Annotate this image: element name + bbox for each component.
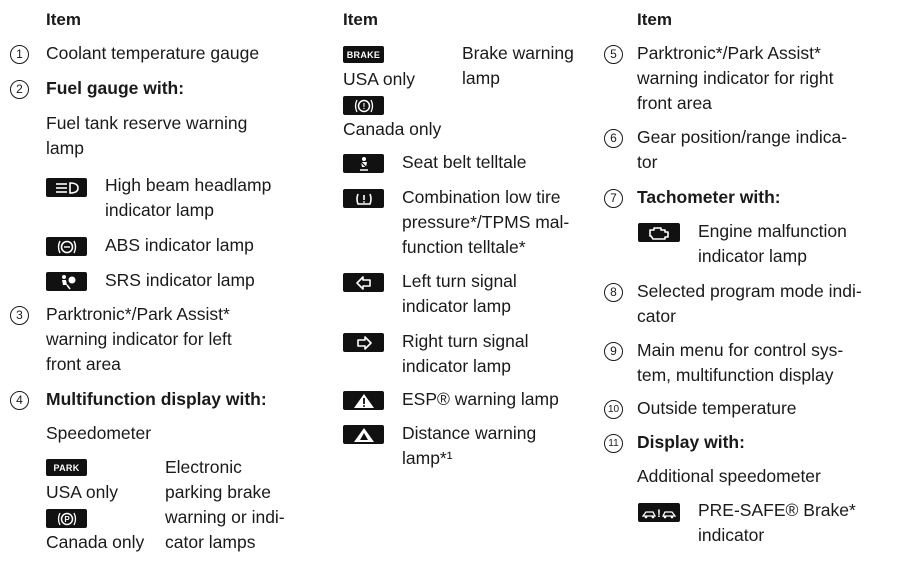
left-turn-line-1: Left turn signal [402,271,517,291]
item-number-1: 1 [10,45,29,64]
srs-airbag-icon [46,272,87,291]
item-9-line-2: tem, multifunction display [637,365,834,385]
left-turn-line-2: indicator lamp [402,296,511,316]
epb-line-4: cator lamps [165,532,256,552]
brake-canada-only-label: Canada only [343,119,442,139]
item-number-9: 9 [604,342,623,361]
high-beam-icon [46,178,87,197]
item-5-line-2: warning indicator for right [637,68,834,88]
high-beam-line-1: High beam headlamp [105,175,272,195]
item-11-text: Display with: [637,432,745,452]
esp-warning-icon [343,391,384,410]
presafe-line-1: PRE-SAFE® Brake* [698,500,856,520]
item-number-6: 6 [604,129,623,148]
item-4-text: Multifunction display with: [46,389,267,409]
item-10-text: Outside temperature [637,398,797,418]
column-2-header: Item [343,10,378,29]
brake-usa-only-label: USA only [343,69,415,89]
tire-pressure-icon [343,189,384,208]
seat-belt-icon [343,154,384,173]
abs-text: ABS indicator lamp [105,235,254,255]
right-turn-line-2: indicator lamp [402,356,511,376]
item-3-line-2: warning indicator for left [46,329,232,349]
item-9-line-1: Main menu for control sys- [637,340,844,360]
right-turn-signal-icon [343,333,384,352]
presafe-line-2: indicator [698,525,765,545]
distance-line-2: lamp*¹ [402,448,453,468]
column-3-header: Item [637,10,672,29]
item-number-5: 5 [604,45,623,64]
engine-malfunction-icon [638,223,680,242]
item-number-3: 3 [10,306,29,325]
svg-text:!: ! [657,507,661,520]
item-number-10: 10 [604,400,623,419]
distance-line-1: Distance warning [402,423,537,443]
pre-safe-brake-icon [638,503,680,522]
item-6-line-2: tor [637,152,658,172]
svg-text:P: P [63,514,70,524]
item-5-line-1: Parktronic*/Park Assist* [637,43,821,63]
engine-line-2: indicator lamp [698,246,807,266]
epb-line-3: warning or indi- [165,507,285,527]
item-1-text: Coolant temperature gauge [46,43,260,63]
brake-canada-icon [343,96,384,115]
seat-belt-text: Seat belt telltale [402,152,527,172]
speedometer-text: Speedometer [46,423,152,443]
left-turn-signal-icon [343,273,384,292]
item-3-line-3: front area [46,354,121,374]
item-7-text: Tachometer with: [637,187,781,207]
high-beam-line-2: indicator lamp [105,200,214,220]
tpms-line-1: Combination low tire [402,187,561,207]
item-2-text: Fuel gauge with: [46,78,185,98]
fuel-reserve-line-1: Fuel tank reserve warning [46,113,248,133]
epb-line-1: Electronic [165,457,242,477]
distance-warning-icon [343,425,384,444]
engine-line-1: Engine malfunction [698,221,847,241]
item-3-line-1: Parktronic*/Park Assist* [46,304,230,324]
item-6-line-1: Gear position/range indica- [637,127,848,147]
brake-badge-icon: BRAKE [343,46,384,63]
item-8-line-2: cator [637,306,676,326]
item-number-2: 2 [10,80,29,99]
esp-text: ESP® warning lamp [402,389,559,409]
item-number-8: 8 [604,283,623,302]
usa-only-label: USA only [46,482,118,502]
brake-lamp-line-2: lamp [462,68,500,88]
item-number-4: 4 [10,391,29,410]
abs-icon [46,237,87,256]
canada-only-label: Canada only [46,532,145,552]
column-1-header: Item [46,10,81,29]
brake-lamp-line-1: Brake warning [462,43,574,63]
item-5-line-3: front area [637,93,712,113]
tpms-line-2: pressure*/TPMS mal- [402,212,570,232]
right-turn-line-1: Right turn signal [402,331,529,351]
parking-brake-canada-icon [46,509,87,528]
item-number-7: 7 [604,189,623,208]
item-8-line-1: Selected program mode indi- [637,281,862,301]
svg-text:!: ! [362,101,365,111]
additional-speedometer-text: Additional speedometer [637,466,821,486]
item-number-11: 11 [604,434,623,453]
srs-text: SRS indicator lamp [105,270,255,290]
park-badge-icon: PARK [46,459,87,476]
fuel-reserve-line-2: lamp [46,138,84,158]
tpms-line-3: function telltale* [402,237,526,257]
epb-line-2: parking brake [165,482,272,502]
